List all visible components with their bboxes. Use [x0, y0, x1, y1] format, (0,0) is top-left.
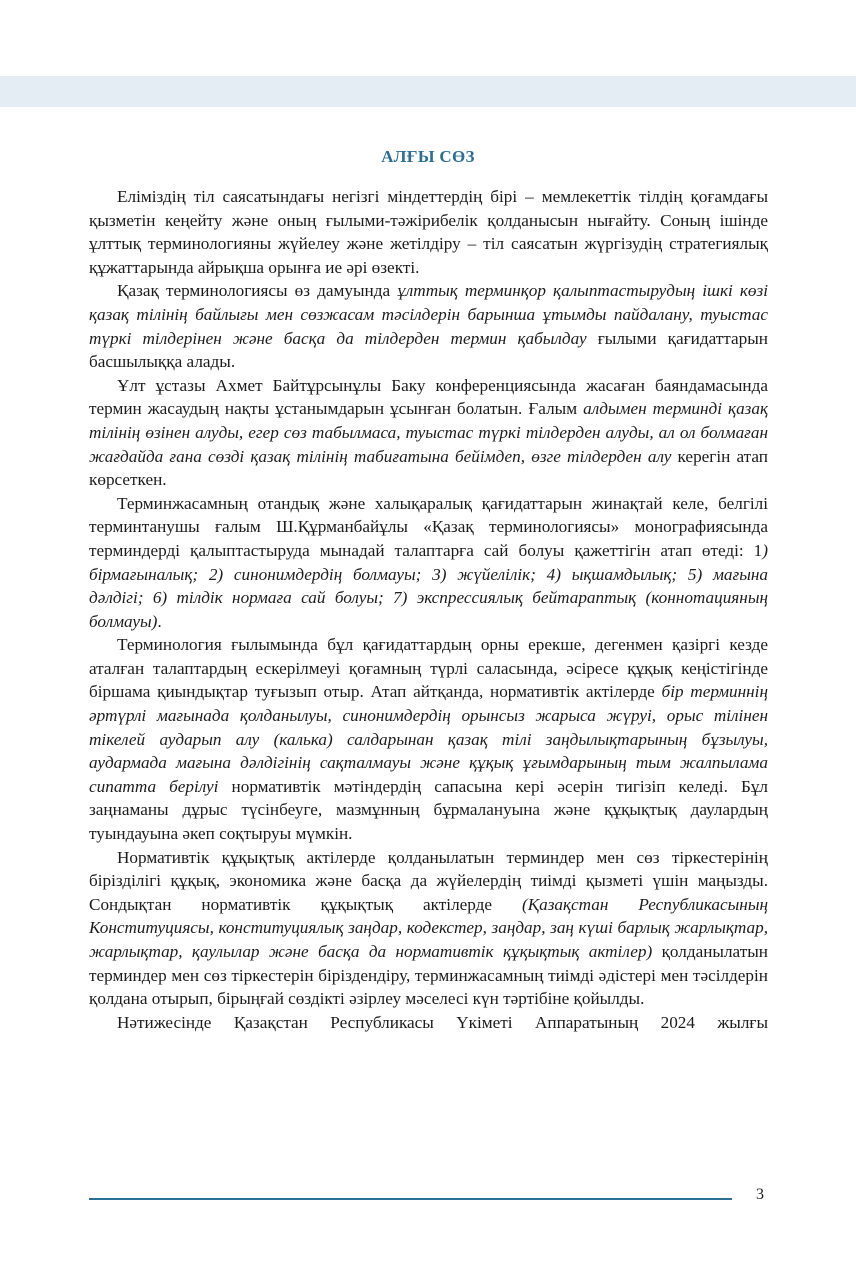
text-segment: ғылыми қағидаттарын басшылыққа алады. [89, 328, 768, 372]
paragraph [89, 846, 768, 1011]
footer-rule [89, 1198, 732, 1200]
text-segment: Ұлт ұстазы Ахмет Байтұрсынұлы Баку конференциясында жасаған баяндамасында термин жасаудың нақты ұстанымдарын ұсынған болатын. Ғалым [89, 375, 768, 419]
paragraph [89, 374, 768, 492]
italic-text-segment: ) бірмағыналық; 2) синонимдердің болмауы; 3) жүйелілік; 4) ықшамдылық; 5) мағына дәлдігі; 6) тілдік нормаға сай болуы; 7) экспрессиялық бейтараптық (коннотацияның болмауы) [89, 540, 768, 631]
text-segment: қолданылатын терминдер мен сөз тіркестерін біріздендіру, терминжасамның тиімді әдістері мен тәсілдерін қолдана отырып, бірыңғай сөздікті әзірлеу мәселесі күн тәртібіне қойылды. [89, 942, 768, 1009]
paragraph [89, 1011, 768, 1035]
text-segment: Нәтижесінде Қазақстан Республикасы Үкіметі Аппаратының 2024 жылғы [117, 1012, 768, 1032]
body-text [89, 185, 768, 1034]
italic-text-segment: ұлттық терминқор қалыптастырудың ішкі көзі қазақ тілінің байлығы мен сөзжасам тәсілдерін барынша ұтымды пайдалану, туыстас түркі тілдерінен және басқа да тілдерден термин қабылдау [89, 281, 768, 348]
italic-text-segment: (Қазақстан Республикасының Конституциясы, конституциялық заңдар, кодекстер, заңдар, заң күші барлық жарлықтар, жарлықтар, қаулылар және басқа да нормативтік құқықтық актілер) [89, 894, 768, 961]
text-segment: нормативтік мәтіндердің сапасына кері әсерін тигізіп келеді. Бұл заңнаманы дұрыс түсінбеуге, мазмұнның бұрмалануына және құқықтық даулардың туындауына әкеп соқтыруы мүмкін. [89, 776, 768, 844]
paragraph [89, 492, 768, 634]
page-number: 3 [756, 1186, 764, 1203]
italic-text-segment: бір терминнің әртүрлі мағынада қолданылуы, синонимдердің орынсыз жарыса жүруі, орыс тілінен тікелей аударып алу (калька) салдарынан қазақ тілі заңдылықтарының бұзылуы, аудармада мағына дәлдігінің сақталмауы және құқық ұғымдарының тым жалпылама сипатта берілуі [89, 682, 768, 796]
text-segment: Қазақ терминологиясы өз дамуында [117, 281, 398, 301]
text-segment: Терминология ғылымында бұл қағидаттардың орны ерекше, дегенмен қазіргі кезде аталған талаптардың ескерілмеуі қоғамның түрлі саласында, әсіресе құқық кеңістігінде біршама қиындықтар туғызып отыр. Атап айтқанда, нормативтік актілерде [89, 635, 768, 702]
text-segment: Терминжасамның отандық және халықаралық қағидаттарын жинақтай келе, белгілі терминтанушы ғалым Ш.Құрманбайұлы «Қазақ терминологиясы» монографиясында терминдерді қалыптастыруда мынадай талаптарға сай болуы қажеттігін атап өтеді: 1 [89, 493, 768, 560]
text-segment: Нормативтік құқықтық актілерде қолданылатын терминдер мен сөз тіркестерінің бірізділігі құқық, экономика және басқа да жүйелердің тиімді қызметі үшін маңызды. Сондықтан нормативтік құқықтық актілерде [89, 847, 768, 914]
page-title: АЛҒЫ СӨЗ [381, 147, 475, 166]
italic-text-segment: алдымен терминді қазақ тілінің өзінен алуды, егер сөз табылмаса, туыстас түркі тілдерден алуды, ал ол болмаған жағдайда ғана сөзді қазақ тілінің табиғатына бейімдеп, өзге тілдерден алу [89, 399, 769, 466]
paragraph [89, 279, 768, 373]
paragraph [89, 633, 768, 845]
text-segment: керегін атап көрсеткен. [89, 446, 768, 490]
header-band [0, 76, 856, 107]
text-segment: Еліміздің тіл саясатындағы негізгі міндеттердің бірі – мемлекеттік тілдің қоғамдағы қызметін кеңейту және оның ғылыми-тәжірибелік қолданысын нығайту. Соның ішінде ұлттық терминологияны жүйелеу және жетілдіру – тіл саясатын жүргізудің стратегиялық құжаттарында айрықша орынға ие әрі өзекті. [89, 187, 768, 277]
text-segment: . [157, 611, 162, 631]
paragraph [89, 185, 768, 279]
